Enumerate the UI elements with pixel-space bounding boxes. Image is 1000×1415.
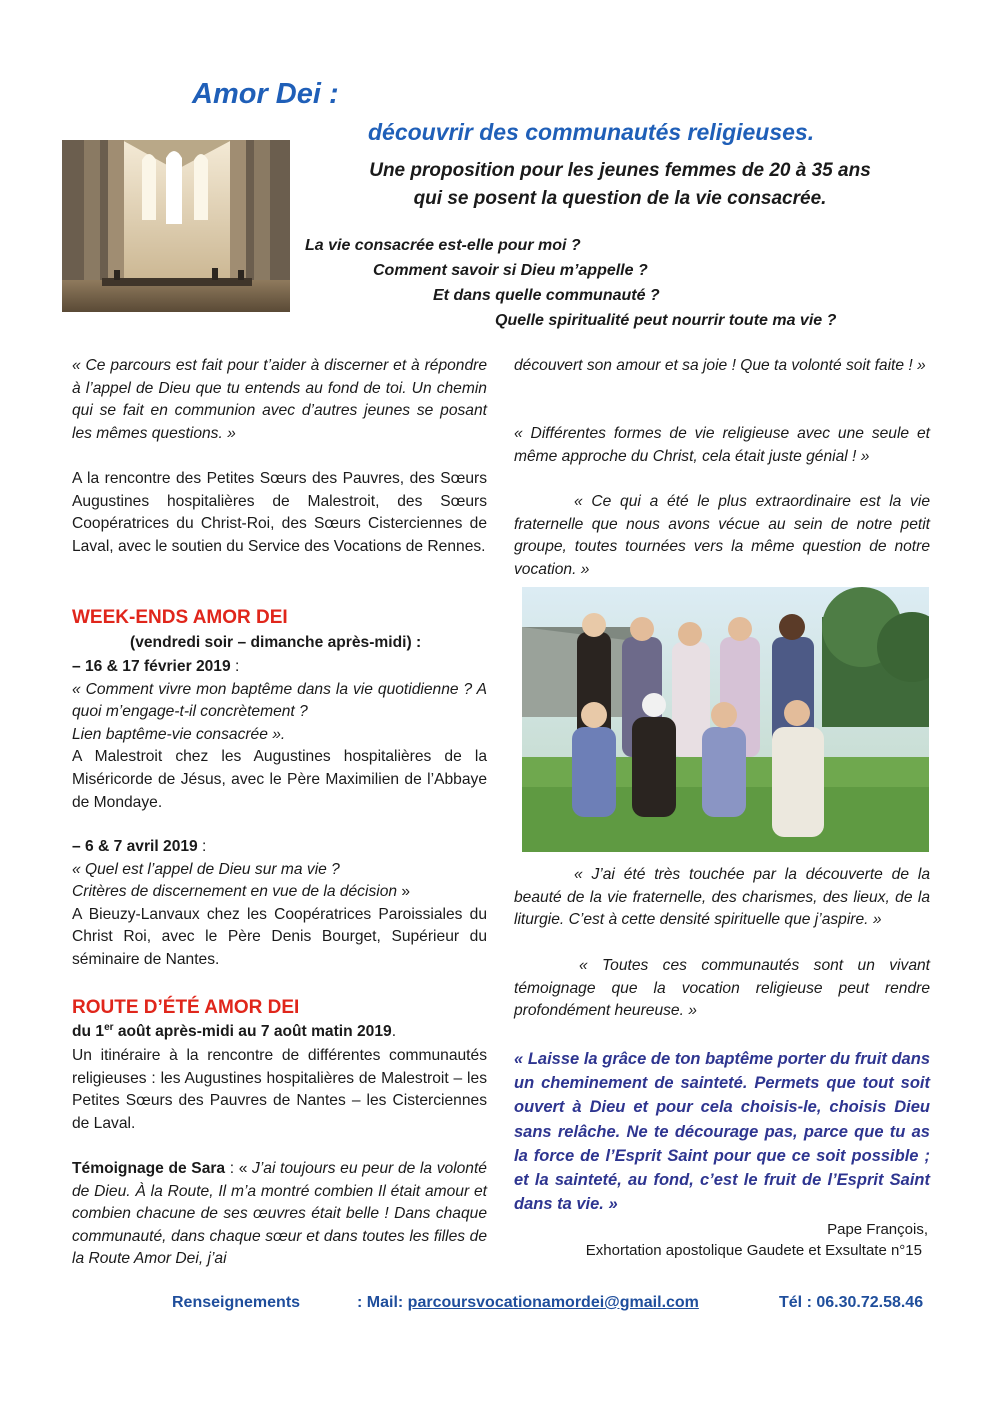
weekends-heading: WEEK-ENDS AMOR DEI (72, 607, 288, 628)
weekend-1-theme: « Comment vivre mon baptême dans la vie quotidienne ? A quoi m’engage-t-il concrètement ? (72, 680, 487, 721)
proposal-line-2: qui se posent la question de la vie consacrée. (413, 188, 827, 209)
intro-communities: A la rencontre des Petites Sœurs des Pauvres, des Sœurs Augustines hospitalières de Malestroit, des Sœurs Coopératrices du Christ-Roi, des Sœurs Cisterciennes de Laval, avec le soutien du Service des Vocations de Rennes. (72, 470, 487, 555)
route-dates-end: août après-midi au 7 août matin 2019 (113, 1023, 392, 1041)
weekend-2 (72, 836, 487, 972)
weekend-1-theme-2: Lien baptême-vie consacrée ». (72, 725, 286, 743)
weekend-1-date: – 16 & 17 février 2019 (72, 658, 231, 675)
testimony-sep: : « (225, 1160, 253, 1177)
signature-name: Pape François, (827, 1221, 928, 1238)
weekend-2-theme-2-line (72, 881, 487, 904)
question-4: Quelle spiritualité peut nourrir toute ma vie ? (495, 312, 837, 329)
pope-quote: « Laisse la grâce de ton baptême porter du fruit dans un cheminement de sainteté. Permets que tout soit ouvert à Dieu et pour cela choisis-le, choisis Dieu sans relâche. Ne te décourage pas, parce que tu as la force de l’Esprit Saint pour que ce soit possible ; et la sainteté, au fond, c’est le fruit de l’Esprit Saint dans ta vie. » (514, 1050, 930, 1214)
weekends-subheading: (vendredi soir – dimanche après-midi) : (130, 634, 422, 651)
question-1: La vie consacrée est-elle pour moi ? (305, 237, 581, 254)
route-dates-sup: er (104, 1022, 114, 1033)
testimony-quote-4: « J’ai été très touchée par la découverte de la beauté de la vie fraternelle, des charismes, des lieux, de la liturgie. C’est à cette densité spirituelle que j’aspire. » (514, 866, 930, 929)
testimony-quote-2: « Différentes formes de vie religieuse avec une seule et même approche du Christ, cela était juste génial ! » (514, 425, 930, 465)
mail-label: : Mail: (357, 1294, 408, 1311)
testimony-label: Témoignage de Sara (72, 1160, 226, 1177)
weekend-2-theme-close: » (397, 883, 411, 901)
footer-phone: Tél : 06.30.72.58.46 (779, 1294, 924, 1311)
weekend-2-date-suffix: : (197, 838, 207, 855)
email-link[interactable]: parcoursvocationamordei@gmail.com (407, 1294, 699, 1311)
testimony-continuation: découvert son amour et sa joie ! Que ta volonté soit faite ! » (514, 357, 926, 374)
group-photo (522, 587, 929, 852)
page-subtitle: découvrir des communautés religieuses. (368, 119, 815, 145)
question-2: Comment savoir si Dieu m’appelle ? (373, 262, 648, 279)
testimony-sara (72, 1158, 487, 1271)
weekend-1-description: A Malestroit chez les Augustines hospitalières de la Miséricorde de Jésus, avec le Père Maximilien de l’Abbaye de Mondaye. (72, 748, 487, 811)
cathedral-interior-photo (62, 140, 290, 312)
question-3: Et dans quelle communauté ? (433, 287, 660, 304)
weekend-2-description: A Bieuzy-Lanvaux chez les Coopératrices Paroissiales du Christ Roi, avec le Père Denis Bourget, Supérieur du séminaire de Nantes. (72, 905, 487, 968)
route-dates (72, 1022, 396, 1041)
route-heading: ROUTE D’ÉTÉ AMOR DEI (72, 997, 300, 1018)
footer-mail (357, 1294, 699, 1312)
proposal-text (330, 157, 910, 213)
testimony-text: J’ai toujours eu peur de la volonté de Dieu. À la Route, Il m’a montré combien Il était amour et combien chacune de ses œuvres était belle ! Dans chaque communauté, dans chaque sœur et dans toutes les filles de la Route Amor Dei, j’ai (72, 1160, 487, 1268)
testimony-quote-5: « Toutes ces communautés sont un vivant témoignage que la vocation religieuse peut rendre profondément heureuse. » (514, 957, 930, 1020)
weekend-2-date: – 6 & 7 avril 2019 (72, 838, 198, 855)
weekend-2-date-line (72, 836, 487, 859)
weekend-1-date-line (72, 656, 487, 679)
proposal-line-1: Une proposition pour les jeunes femmes de 20 à 35 ans (369, 160, 871, 181)
footer-label: Renseignements (172, 1294, 301, 1311)
weekend-2-theme: « Quel est l’appel de Dieu sur ma vie ? (72, 860, 340, 878)
route-description: Un itinéraire à la rencontre de différentes communautés religieuses : les Augustines hospitalières de Malestroit – les Petites Sœurs des Pauvres de Nantes – les Cisterciennes de Laval. (72, 1047, 487, 1132)
route-dates-start: du 1 (72, 1023, 105, 1041)
intro-quote: « Ce parcours est fait pour t’aider à discerner et à répondre à l’appel de Dieu que tu entends au fond de toi. Un chemin qui se fait en communion avec d’autres jeunes se posant les mêmes questions. » (72, 357, 487, 442)
route-dates-period: . (391, 1023, 397, 1041)
weekend-2-theme-2: Critères de discernement en vue de la décision (72, 883, 398, 901)
page-title: Amor Dei : (192, 78, 339, 110)
weekend-1 (72, 656, 487, 814)
testimony-quote-3: « Ce qui a été le plus extraordinaire est la vie fraternelle que nous avons vécue au sein de notre petit groupe, toutes tournées vers la même question de notre vocation. » (514, 493, 930, 578)
signature-source: Exhortation apostolique Gaudete et Exsultate n°15 (585, 1242, 922, 1259)
weekend-1-date-suffix: : (230, 658, 240, 675)
